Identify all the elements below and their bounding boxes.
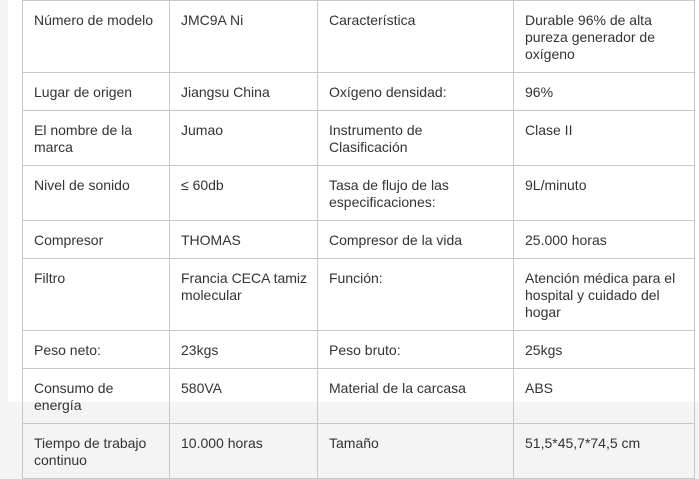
specs-table: [22, 0, 695, 479]
table-row: [23, 73, 695, 111]
spec-label: Peso neto:: [23, 331, 170, 369]
spec-label: Tiempo de trabajo continuo: [23, 424, 170, 479]
spec-value: ABS: [514, 369, 695, 424]
spec-value: 10.000 horas: [170, 424, 318, 479]
spec-value: 25.000 horas: [514, 221, 695, 259]
spec-value: Jiangsu China: [170, 73, 318, 111]
spec-label: Nivel de sonido: [23, 166, 170, 221]
table-row: [23, 424, 695, 479]
spec-value: 96%: [514, 73, 695, 111]
table-row: [23, 259, 695, 331]
table-row: [23, 111, 695, 166]
spec-label: Material de la carcasa: [318, 369, 514, 424]
spec-value: Jumao: [170, 111, 318, 166]
spec-value: JMC9A Ni: [170, 1, 318, 73]
page-frame: [8, 0, 699, 468]
spec-value: Durable 96% de alta pureza generador de oxígeno: [514, 1, 695, 73]
spec-value: 580VA: [170, 369, 318, 424]
spec-label: Filtro: [23, 259, 170, 331]
spec-value: 51,5*45,7*74,5 cm: [514, 424, 695, 479]
spec-label: Peso bruto:: [318, 331, 514, 369]
spec-label: El nombre de la marca: [23, 111, 170, 166]
spec-label: Tamaño: [318, 424, 514, 479]
spec-label: Función:: [318, 259, 514, 331]
table-row: [23, 166, 695, 221]
table-row: [23, 221, 695, 259]
spec-value: 9L/minuto: [514, 166, 695, 221]
spec-value: ≤ 60db: [170, 166, 318, 221]
spec-label: Instrumento de Clasificación: [318, 111, 514, 166]
spec-value: Atención médica para el hospital y cuidado del hogar: [514, 259, 695, 331]
spec-value: Francia CECA tamiz molecular: [170, 259, 318, 331]
spec-value: THOMAS: [170, 221, 318, 259]
spec-value: Clase II: [514, 111, 695, 166]
spec-label: Consumo de energía: [23, 369, 170, 424]
spec-label: Número de modelo: [23, 1, 170, 73]
spec-label: Tasa de flujo de las especificaciones:: [318, 166, 514, 221]
spec-label: Compresor de la vida: [318, 221, 514, 259]
table-row: [23, 369, 695, 424]
spec-label: Oxígeno densidad:: [318, 73, 514, 111]
table-row: [23, 331, 695, 369]
spec-label: Característica: [318, 1, 514, 73]
spec-label: Lugar de origen: [23, 73, 170, 111]
table-row: [23, 1, 695, 73]
spec-label: Compresor: [23, 221, 170, 259]
spec-value: 23kgs: [170, 331, 318, 369]
spec-value: 25kgs: [514, 331, 695, 369]
